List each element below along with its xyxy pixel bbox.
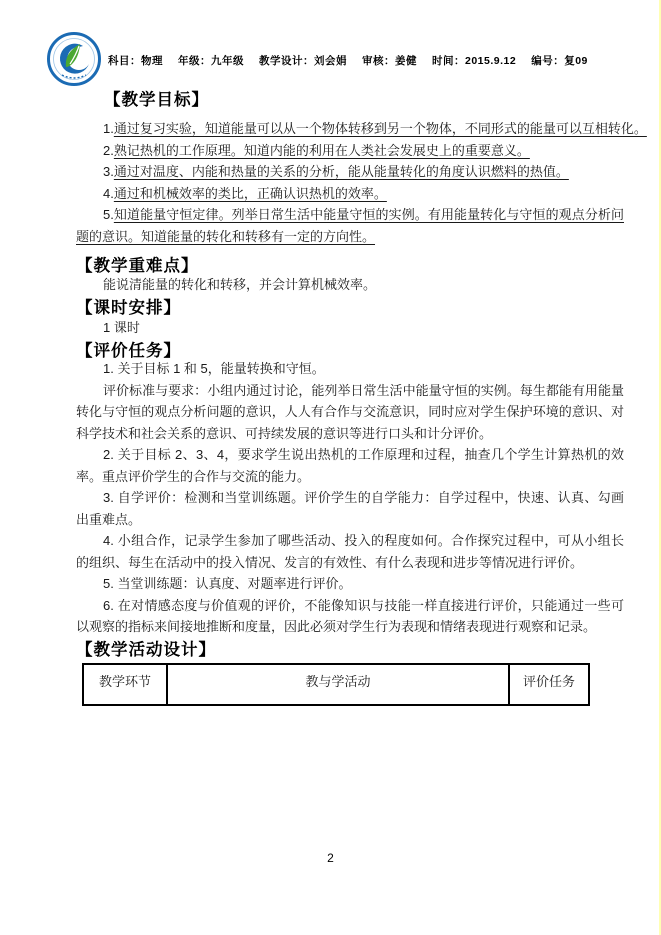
page-number: 2 — [327, 851, 334, 865]
meta-date: 时间：2015.9.12 — [432, 55, 517, 67]
meta-number: 编号：复09 — [531, 55, 588, 67]
goals-heading: 【教学目标】 — [104, 91, 209, 109]
table-header-cell-activity: 教与学活动 — [167, 664, 509, 705]
goal-item — [76, 183, 624, 205]
goal-number: 3. — [103, 164, 114, 179]
goal-text: 通过复习实验，知道能量可以从一个物体转移到另一个物体，不同形式的能量可以互相转化。 — [113, 121, 647, 136]
activity-table-wrap — [82, 663, 590, 706]
goal-number: 5. — [103, 207, 114, 222]
evaluation-paragraph: 4. 小组合作，记录学生参加了哪些活动、投入的程度如何。合作探究过程中，可从小组长的组织、每生在活动中的投入情况、发言的有效性、有什么表现和进步等情况进行评价。 — [76, 533, 624, 570]
evaluation-paragraph: 1. 关于目标 1 和 5，能量转换和守恒。 — [103, 361, 325, 376]
meta-subject: 科目：物理 — [108, 55, 163, 67]
keypoints-heading: 【教学重难点】 — [76, 257, 199, 275]
table-header-row — [83, 664, 589, 705]
goal-text: 通过对温度、内能和热量的关系的分析，能从能量转化的角度认识燃料的热值。 — [113, 164, 569, 179]
table-header-cell-eval: 评价任务 — [509, 664, 589, 705]
evaluation-paragraph: 评价标准与要求：小组内通过讨论，能列举日常生活中能量守恒的实例。每生都能有用能量转化与守恒的观点分析问题的意识，人人有合作与交流意识，同时应对学生保护环境的意识、对科学技术和社会关系的意识、可持续发展的意识等进行口头和计分评价。 — [76, 382, 624, 441]
evaluation-heading: 【评价任务】 — [76, 342, 181, 360]
header-meta — [108, 53, 603, 68]
goal-text: 熟记热机的工作原理。知道内能的利用在人类社会发展史上的重要意义。 — [113, 142, 530, 158]
schedule-heading: 【课时安排】 — [76, 299, 181, 317]
school-logo-svg — [46, 31, 102, 87]
school-logo-icon — [46, 31, 102, 87]
keypoints-text: 能说清能量的转化和转移，并会计算机械效率。 — [103, 277, 377, 292]
goal-number: 2. — [103, 142, 114, 158]
meta-designer: 教学设计：刘会娟 — [259, 55, 347, 67]
goal-item — [76, 161, 624, 183]
goal-text: 通过和机械效率的类比，正确认识热机的效率。 — [113, 185, 387, 201]
evaluation-paragraph: 3. 自学评价：检测和当堂训练题。评价学生的自学能力：自学过程中，快速、认真、勾画出重难点。 — [76, 490, 624, 527]
goal-item — [76, 140, 624, 162]
evaluation-paragraph: 5. 当堂训练题：认真度、对题率进行评价。 — [103, 576, 352, 591]
goal-number: 4. — [103, 185, 114, 201]
evaluation-paragraph: 6. 在对情感态度与价值观的评价，不能像知识与技能一样直接进行评价，只能通过一些可以观察的指标来间接地推断和度量，因此必须对学生行为表现和情绪表现进行观察和记录。 — [76, 597, 624, 634]
keypoints-body — [76, 274, 624, 296]
goal-item — [76, 204, 624, 247]
evaluation-body — [76, 358, 624, 638]
meta-reviewer: 审核：姜健 — [362, 55, 417, 67]
schedule-text: 1 课时 — [103, 320, 140, 335]
schedule-body — [76, 317, 624, 339]
meta-grade: 年级：九年级 — [178, 55, 244, 67]
goal-item — [76, 118, 647, 140]
activity-heading: 【教学活动设计】 — [76, 641, 216, 659]
activity-table — [82, 663, 590, 706]
goal-number: 1. — [103, 121, 114, 136]
evaluation-paragraph: 2. 关于目标 2、3、4，要求学生说出热机的工作原理和过程，抽查几个学生计算热机的效率。重点评价学生的合作与交流的能力。 — [76, 447, 624, 484]
goals-body — [76, 118, 647, 247]
table-header-cell-step: 教学环节 — [83, 664, 167, 705]
goal-text: 知道能量守恒定律。列举日常生活中能量守恒的实例。有用能量转化与守恒的观点分析问题的意识。知道能量的转化和转移有一定的方向性。 — [76, 207, 624, 244]
